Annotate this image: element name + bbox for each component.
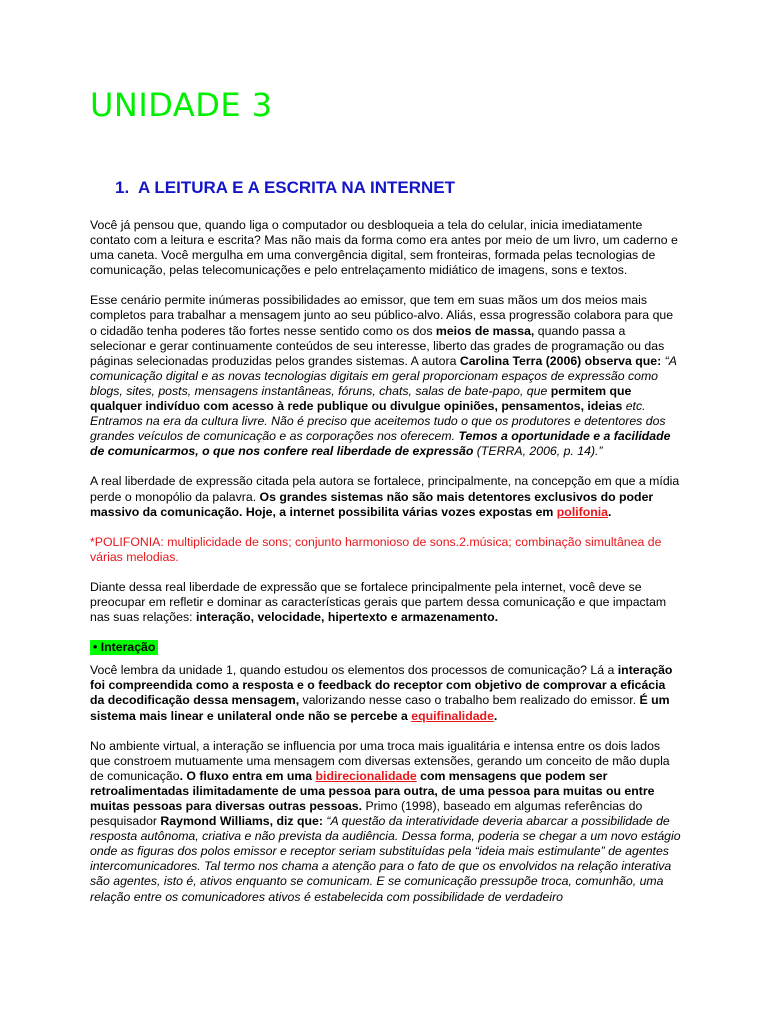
bold-run: permitem que qualquer indivíduo com acesso à rede publique ou divulgue opiniões, pensamentos, ideias [90,383,632,414]
paragraph-characteristics [90,580,682,625]
unit-title: UNIDADE 3 [90,86,273,124]
text-run: quando passa a selecionar e gerar continuamente conteúdos de seu interesse, liberto das grades de programação ou das páginas selecionadas produzidas pelos grandes sistemas. A autora [90,323,665,368]
quote-run: “A comunicação digital e as novas tecnologias digitais em geral proporcionam espaços de expressão como blogs, sites, posts, mensagens instantâneas, fóruns, chats, salas de bate-papo, que [90,353,677,398]
bold-quote-run: Temos a oportunidade e a facilidade de comunicarmos, o que nos confere real liberdade de expressão [90,429,671,459]
bold-run: com mensagens que podem ser retroalimentadas ilimitadamente de uma pessoa para outra, de uma pessoa para muitas ou entre muitas pessoas para diversas outras pessoas. [90,768,655,813]
bold-run: Carolina Terra (2006) observa que: [459,353,662,368]
paragraph-virtual [90,739,682,905]
highlight-heading-row [90,640,682,655]
polifonia-link[interactable]: polifonia [556,504,609,519]
bold-run: . [493,708,498,723]
text-run: A real liberdade de expressão citada pela autora se fortalece, principalmente, na concepção em que a mídia perde o monopólio da palavra. [90,474,680,504]
text-run: Diante dessa real liberdade de expressão que se fortalece principalmente pela internet, você deve se preocupar em refletir e dominar as características gerais que partem dessa comunicação e que impactam nas suas relações: [90,579,667,625]
paragraph-scenario [90,293,682,459]
bold-run: interação foi compreendida como a resposta e o feedback do receptor com objetivo de comprovar a eficácia da decodificação dessa mensagem, [90,663,673,708]
section-title [115,178,455,198]
paragraph-intro: Você já pensou que, quando liga o computador ou desbloqueia a tela do celular, inicia imediatamente contato com a leitura e escrita? Mas não mais da forma como era antes por meio de um livro, um caderno e uma caneta. Você mergulha em uma convergência digital, sem fronteiras, formada pelas tecnologias de comunicação, pelas telecomunicações e pelo entrelaçamento midiático de imagens, sons e textos. [90,218,678,278]
paragraph-interaction [90,663,682,723]
bold-run: interação, velocidade, hipertexto e armazenamento. [195,610,499,625]
quote-run: “A questão da interatividade deveria abarcar a possibilidade de resposta autônoma, criativa e não prevista da audiência. Dessa forma, poderia se chegar a um novo estágio onde as figuras dos polos emissor e receptor seriam substituídas pela “ideia mais estimulante” de agentes intercomunicadores. Tal termo nos chama a atenção para o fato de que os envolvidos na relação interativa são agentes, isto é, ativos enquanto se comunicam. E se comunicação pressupõe troca, comunhão, uma relação entre os comunicadores ativos é estabelecida com possibilidade de verdadeiro [90,814,681,904]
bold-run: . [608,504,612,519]
text-run: Você lembra da unidade 1, quando estudou os elementos dos processos de comunicação? Lá a [90,663,618,678]
bold-run: Os grandes sistemas não são mais detentores exclusivos do poder massivo da comunicação. Hoje, a internet possibilita várias vozes expostas em [90,489,654,519]
bold-run: meios de massa, [435,323,535,338]
text-run: valorizando nesse caso o trabalho bem realizado do emissor. [299,693,640,708]
text-run: Esse cenário permite inúmeras possibilidades ao emissor, que tem em suas mãos um dos meios mais completos para trabalhar a mensagem junto ao seu público-alvo. Aliás, essa progressão colabora para que o cidadão tenha poderes tão fortes nesse sentido como os dos [90,293,674,338]
section-number: 1. [115,178,130,197]
paragraph-freedom [90,474,682,519]
text-run: No ambiente virtual, a interação se influencia por uma troca mais igualitária e intensa entre os dois lados que constroem mutuamente uma mensagem com diversas extensões, gerando um conceito de mão dupla de comunicação [90,738,670,783]
interacao-heading: • Interação [90,640,158,655]
bidirecionalidade-link[interactable]: bidirecionalidade [315,768,417,783]
quote-run: etc. Entramos na era da cultura livre. Não é preciso que aceitemos tudo o que os produtores e detentores dos grandes veículos de comunicação e as corporações nos oferecem. [90,399,666,444]
citation-run: (TERRA, 2006, p. 14).” [473,444,603,459]
bold-run: Raymond Williams, diz que: [160,814,323,829]
section-title-text: A LEITURA E A ESCRITA NA INTERNET [138,178,456,197]
body-text [90,218,682,920]
equifinalidade-link[interactable]: equifinalidade [411,708,494,723]
bold-run: . O fluxo entra em uma [179,768,316,783]
bold-run: É um sistema mais linear e unilateral onde não se percebe a [90,693,670,723]
text-run: Primo (1998), baseado em algumas referências do pesquisador [90,799,643,829]
polifonia-note: *POLIFONIA: multiplicidade de sons; conjunto harmonioso de sons.2.música; combinação simultânea de várias melodias. [90,534,662,564]
